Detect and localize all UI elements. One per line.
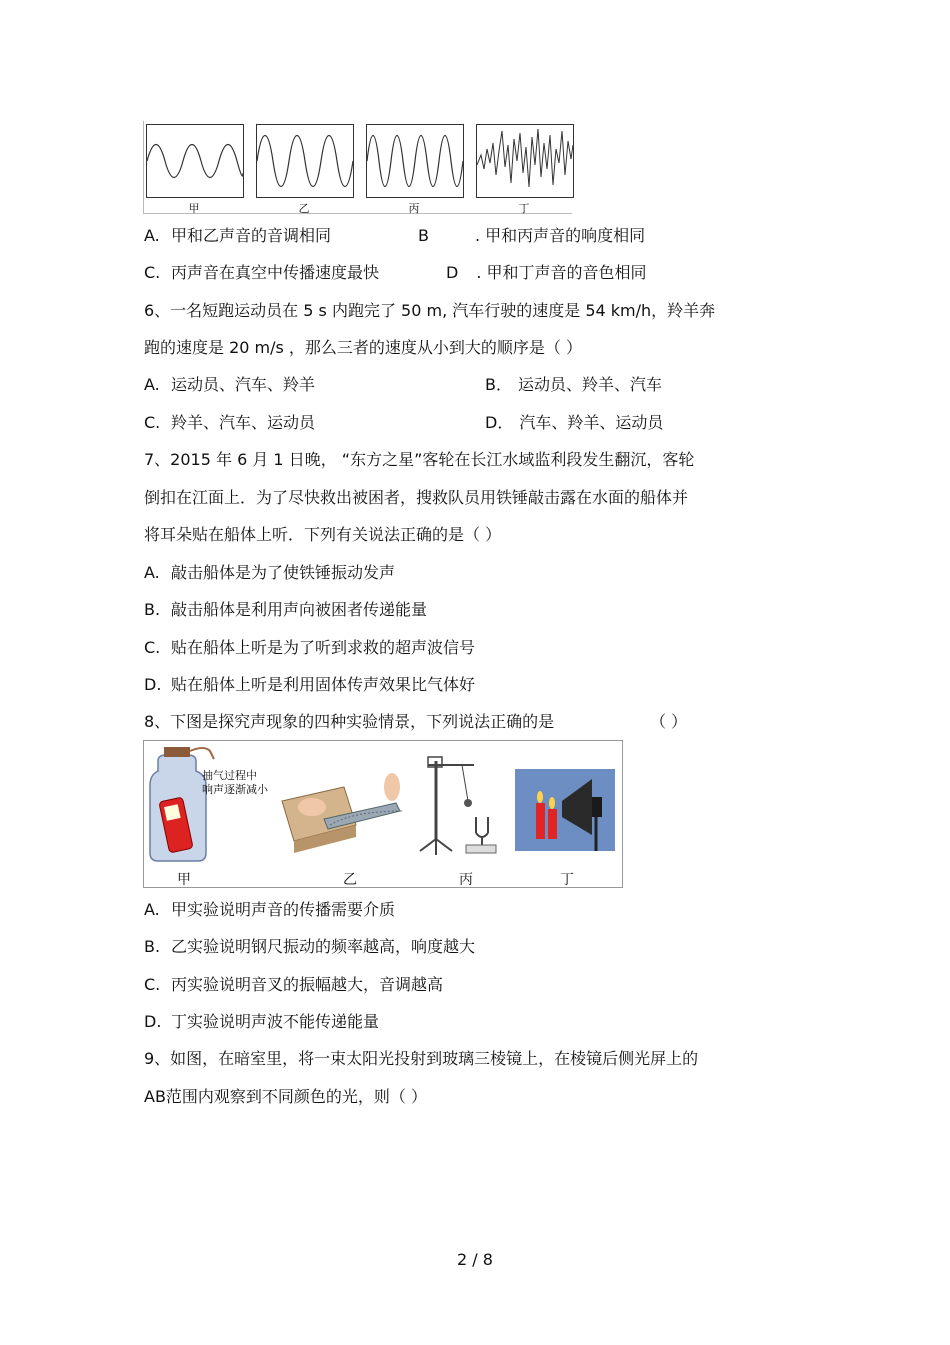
option-letter: C. xyxy=(144,263,161,282)
q7-stem-line2: 倒扣在江面上．为了尽快救出被困者，搜救队员用铁锤敲击露在水面的船体并 xyxy=(144,488,689,507)
q7-option-b xyxy=(144,600,427,620)
q8-stem-line1: 8、下图是探究声现象的四种实验情景，下列说法正确的是 xyxy=(144,712,555,731)
q7-stem-line1: 7、2015 年 6 月 1 日晚， “东方之星”客轮在长江水域监利段发生翻沉，客轮 xyxy=(144,450,695,469)
experiment-note-line2: 响声逐渐减小 xyxy=(202,783,268,796)
option-letter: A. xyxy=(144,900,160,919)
option-letter: A. xyxy=(144,563,160,582)
waveform-jia xyxy=(146,124,244,198)
q8-option-c xyxy=(144,975,443,995)
experiment-caption-bing: 丙 xyxy=(459,872,473,888)
experiment-caption-ding: 丁 xyxy=(560,872,574,888)
q6-option-d xyxy=(485,413,663,433)
option-letter: B． xyxy=(485,375,512,394)
option-text: 敲击船体是为了使铁锤振动发声 xyxy=(171,563,396,582)
q5-option-a xyxy=(144,226,331,246)
q5-option-c xyxy=(144,263,379,283)
waveform-figure xyxy=(143,121,572,214)
q8-option-a xyxy=(144,900,395,920)
q7-option-c xyxy=(144,638,475,658)
option-letter: D xyxy=(446,263,459,282)
option-letter: A. xyxy=(144,226,160,245)
waveform-yi xyxy=(256,124,354,198)
experiment-illustration xyxy=(144,741,622,887)
option-text: 运动员、羚羊、汽车 xyxy=(517,375,662,394)
q6-option-c xyxy=(144,413,315,433)
option-text: 丙声音在真空中传播速度最快 xyxy=(171,263,380,282)
option-text: 贴在船体上听是利用固体传声效果比气体好 xyxy=(171,675,476,694)
option-text: 运动员、汽车、羚羊 xyxy=(171,375,316,394)
waveform-caption-bing: 丙 xyxy=(408,202,420,215)
option-letter: C. xyxy=(144,413,161,432)
q7-stem-line3: 将耳朵贴在船体上听．下列有关说法正确的是（ ） xyxy=(144,525,502,544)
q8-option-b xyxy=(144,937,475,957)
waveform-bing xyxy=(366,124,464,198)
option-letter: B xyxy=(418,226,429,245)
q7-option-a xyxy=(144,563,395,583)
q9-stem-line1: 9、如图，在暗室里，将一束太阳光投射到玻璃三棱镜上，在棱镜后侧光屏上的 xyxy=(144,1049,699,1068)
experiment-note xyxy=(202,769,268,797)
q6-option-b xyxy=(485,375,662,395)
q6-option-a xyxy=(144,375,315,395)
q7-option-d xyxy=(144,675,475,695)
option-text: 丁实验说明声波不能传递能量 xyxy=(171,1012,380,1031)
option-text: 汽车、羚羊、运动员 xyxy=(519,413,664,432)
q5-option-b xyxy=(418,226,645,246)
experiment-caption-jia: 甲 xyxy=(177,872,191,888)
waveform-caption-yi: 乙 xyxy=(298,202,310,215)
option-text: 甲实验说明声音的传播需要介质 xyxy=(171,900,396,919)
option-letter: C. xyxy=(144,975,161,994)
option-letter: D． xyxy=(485,413,514,432)
waveform-caption-jia: 甲 xyxy=(188,202,200,215)
q6-stem-line1: 6、一名短跑运动员在 5 s 内跑完了 50 m, 汽车行驶的速度是 54 km/h，羚羊奔 xyxy=(144,301,716,320)
option-text: 丙实验说明音叉的振幅越大，音调越高 xyxy=(171,975,444,994)
option-letter: D. xyxy=(144,1012,162,1031)
q8-answer-paren: （ ） xyxy=(650,712,688,731)
option-text: 羚羊、汽车、运动员 xyxy=(171,413,316,432)
waveform-ding xyxy=(476,124,574,198)
waveform-caption-ding: 丁 xyxy=(518,202,530,215)
option-letter: B. xyxy=(144,600,161,619)
experiment-note-line1: 抽气过程中 xyxy=(202,769,257,782)
option-letter: B. xyxy=(144,937,161,956)
option-text: 乙实验说明钢尺振动的频率越高，响度越大 xyxy=(171,937,476,956)
option-text: 贴在船体上听是为了听到求救的超声波信号 xyxy=(171,638,476,657)
option-text: . 甲和丁声音的音色相同 xyxy=(476,263,647,282)
option-letter: D. xyxy=(144,675,162,694)
option-letter: A. xyxy=(144,375,160,394)
option-text: 甲和乙声音的音调相同 xyxy=(171,226,332,245)
option-letter: C. xyxy=(144,638,161,657)
q5-option-d xyxy=(446,263,647,283)
option-text: 敲击船体是利用声向被困者传递能量 xyxy=(171,600,428,619)
experiment-caption-yi: 乙 xyxy=(343,872,357,888)
q9-stem-line2: AB范围内观察到不同颜色的光，则（ ） xyxy=(144,1087,428,1106)
experiment-figure xyxy=(143,740,623,888)
option-text: . 甲和丙声音的响度相同 xyxy=(474,226,646,245)
q6-stem-line2: 跑的速度是 20 m/s ，那么三者的速度从小到大的顺序是（ ） xyxy=(144,338,583,357)
q8-option-d xyxy=(144,1012,379,1032)
page-number: 2 / 8 xyxy=(457,1250,493,1269)
